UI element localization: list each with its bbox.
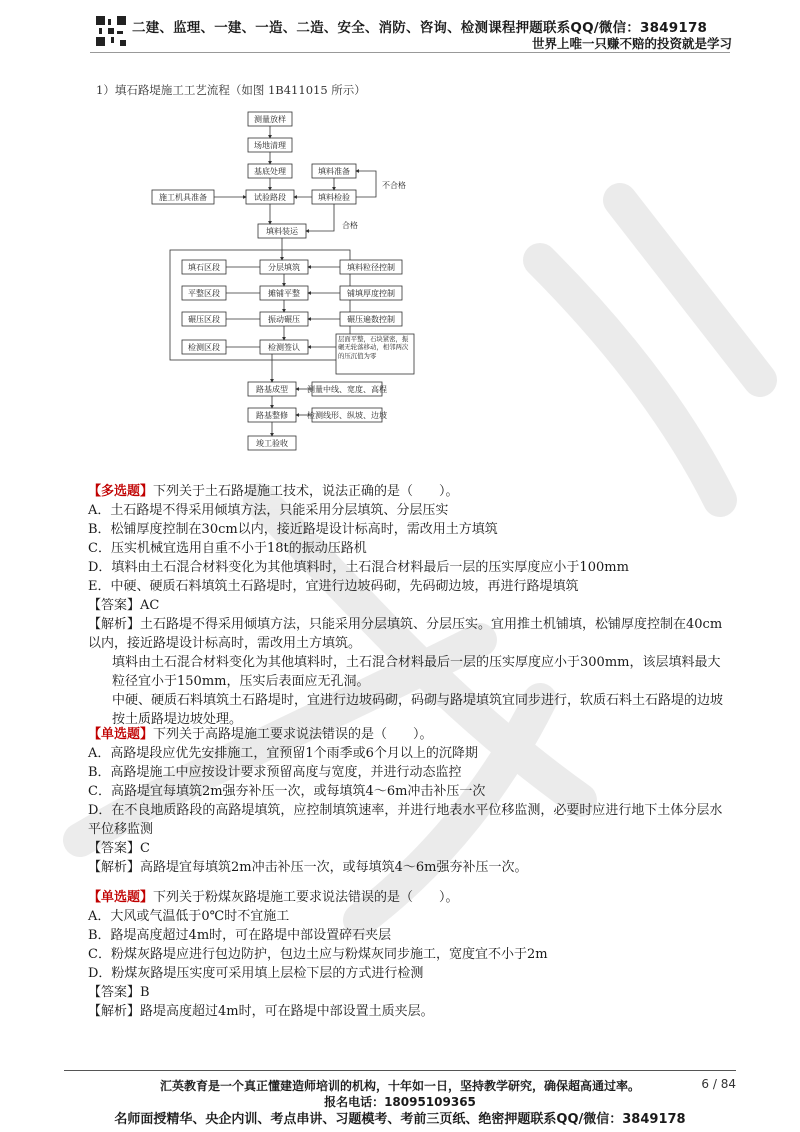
q2-option-b: B．高路堤施工中应按设计要求预留高度与宽度，并进行动态监控 [88, 765, 462, 780]
header-contact-line: 二建、监理、一建、一造、二造、安全、消防、咨询、检测课程押题联系QQ/微信：3849178 [132, 20, 708, 36]
label-machinery: 施工机具准备 [159, 193, 207, 202]
page-number: 6 / 84 [701, 1077, 736, 1091]
label-qualified: 合格 [342, 221, 358, 230]
label-fill-check: 填料检验 [318, 193, 350, 202]
label-zone-inspect: 检测区段 [188, 343, 220, 352]
label-trial: 试验路段 [254, 193, 286, 202]
label-fill-prep: 填料准备 [318, 167, 350, 176]
label-clearing: 场地清理 [254, 141, 286, 150]
question-1 [88, 482, 728, 729]
q3-tag: 【单选题】 [88, 890, 154, 905]
q3-option-c: C．粉煤灰路堤应进行包边防护，包边土应与粉煤灰同步施工，宽度宜不小于2m [88, 947, 548, 962]
footer-slogan: 汇英教育是一个真正懂建造师培训的机构，十年如一日，坚持教学研究，确保超高通过率。 [159, 1079, 640, 1093]
q1-option-e: E．中硬、硬质石料填筑土石路堤时，宜进行边坡码砌，先码砌边坡，再进行路堤填筑 [88, 579, 579, 594]
q1-analysis-label: 【解析】 [88, 617, 141, 632]
label-survey: 测量放样 [254, 115, 286, 124]
label-zone-compact: 碾压区段 [188, 315, 220, 324]
q1-stem: 下列关于土石路堤施工技术，说法正确的是（ ）。 [153, 484, 459, 499]
q1-option-c: C．压实机械宜选用自重不小于18t的振动压路机 [88, 541, 367, 556]
q1-option-b: B．松铺厚度控制在30cm以内，接近路堤设计标高时，需改用土方填筑 [88, 522, 498, 537]
q3-answer-label: 【答案】 [88, 985, 141, 1000]
q3-option-b: B．路堤高度超过4m时，可在路堤中部设置碎石夹层 [88, 928, 392, 943]
label-inspect-sign: 检测签认 [268, 343, 300, 352]
footer-contact: 名师面授精华、央企内训、考点串讲、习题模考、考前三页纸、绝密押题联系QQ/微信：3849178 [114, 1112, 686, 1127]
q1-analysis-1: 土石路堤不得采用倾填方法，只能采用分层填筑、分层压实。宜用推土机铺填，松铺厚度控制在40cm以内，接近路堤设计标高时，需改用土方填筑。 [88, 617, 723, 651]
figure-caption: 1）填石路堤施工工艺流程（如图 1B411015 所示） [96, 83, 366, 97]
label-level: 摊铺平整 [268, 289, 300, 298]
label-forming: 路基成型 [256, 385, 288, 394]
q1-analysis-2: 填料由土石混合材料变化为其他填料时，土石混合材料最后一层的压实厚度应小于300mm，该层填料最大粒径宜小于150mm，压实后表面应无孔洞。 [112, 655, 721, 689]
q1-option-d: D．填料由土石混合材料变化为其他填料时，土石混合材料最后一层的压实厚度应小于100mm [88, 560, 629, 575]
label-vib-compact: 振动碾压 [268, 315, 300, 324]
label-size-ctrl: 填料粒径控制 [347, 263, 395, 272]
header-divider [90, 52, 730, 53]
label-inspect-note: 层面平整，石块紧密，振碾无轮落移动，相邻两次的压沉值为零 [338, 335, 409, 360]
q3-option-a: A．大风或气温低于0℃时不宜施工 [88, 909, 290, 924]
label-transport: 填料装运 [266, 227, 298, 236]
label-thick-ctrl: 铺填厚度控制 [347, 289, 395, 298]
label-acceptance: 竣工验收 [256, 439, 288, 448]
question-3 [88, 888, 728, 1021]
label-trimming: 路基整修 [256, 411, 288, 420]
q2-option-d: D．在不良地质路段的高路堤填筑，应控制填筑速率，并进行地表水平位移监测，必要时应进行地下土体分层水平位移监测 [88, 803, 723, 837]
q2-option-c: C．高路堤宜每填筑2m强夯补压一次，或每填筑4～6m冲击补压一次 [88, 784, 486, 799]
footer-phone: 报名电话：18095109365 [324, 1095, 476, 1109]
label-base: 基底处理 [254, 167, 286, 176]
q1-tag: 【多选题】 [88, 484, 154, 499]
q2-tag: 【单选题】 [88, 727, 154, 742]
label-layer-fill: 分层填筑 [268, 263, 300, 272]
q3-analysis: 路堤高度超过4m时，可在路堤中部设置土质夹层。 [140, 1004, 434, 1019]
label-check-slope: 检测线形、纵坡、边坡 [307, 411, 387, 420]
flowchart-rock-fill-embankment [140, 100, 430, 460]
q2-option-a: A．高路堤段应优先安排施工，宜预留1个雨季或6个月以上的沉降期 [88, 746, 478, 761]
label-measure: 测量中线、宽度、高程 [307, 385, 387, 394]
q1-answer-label: 【答案】 [88, 598, 141, 613]
q3-analysis-label: 【解析】 [88, 1004, 141, 1019]
q3-answer: B [140, 985, 150, 1000]
q2-analysis: 高路堤宜每填筑2m冲击补压一次，或每填筑4～6m强夯补压一次。 [140, 860, 528, 875]
q1-option-a: A．土石路堤不得采用倾填方法，只能采用分层填筑、分层压实 [88, 503, 449, 518]
footer-divider [64, 1070, 736, 1071]
label-zone-level: 平整区段 [188, 289, 220, 298]
question-2 [88, 725, 728, 877]
q1-answer: AC [140, 598, 160, 613]
label-unqualified: 不合格 [382, 181, 406, 190]
q2-answer: C [140, 841, 150, 856]
label-zone-fill: 填石区段 [188, 263, 220, 272]
q1-analysis-3: 中硬、硬质石料填筑土石路堤时，宜进行边坡码砌，码砌与路堤填筑宜同步进行，软质石料土石路堤的边坡按土质路堤边坡处理。 [112, 693, 724, 727]
q3-stem: 下列关于粉煤灰路堤施工要求说法错误的是（ ）。 [153, 890, 459, 905]
q2-answer-label: 【答案】 [88, 841, 141, 856]
q2-stem: 下列关于高路堤施工要求说法错误的是（ ）。 [153, 727, 433, 742]
qr-code-icon [96, 16, 126, 46]
q2-analysis-label: 【解析】 [88, 860, 141, 875]
header-slogan: 世界上唯一只赚不赔的投资就是学习 [531, 36, 732, 51]
label-pass-ctrl: 碾压遍数控制 [347, 315, 395, 324]
q3-option-d: D．粉煤灰路堤压实度可采用填上层检下层的方式进行检测 [88, 966, 424, 981]
